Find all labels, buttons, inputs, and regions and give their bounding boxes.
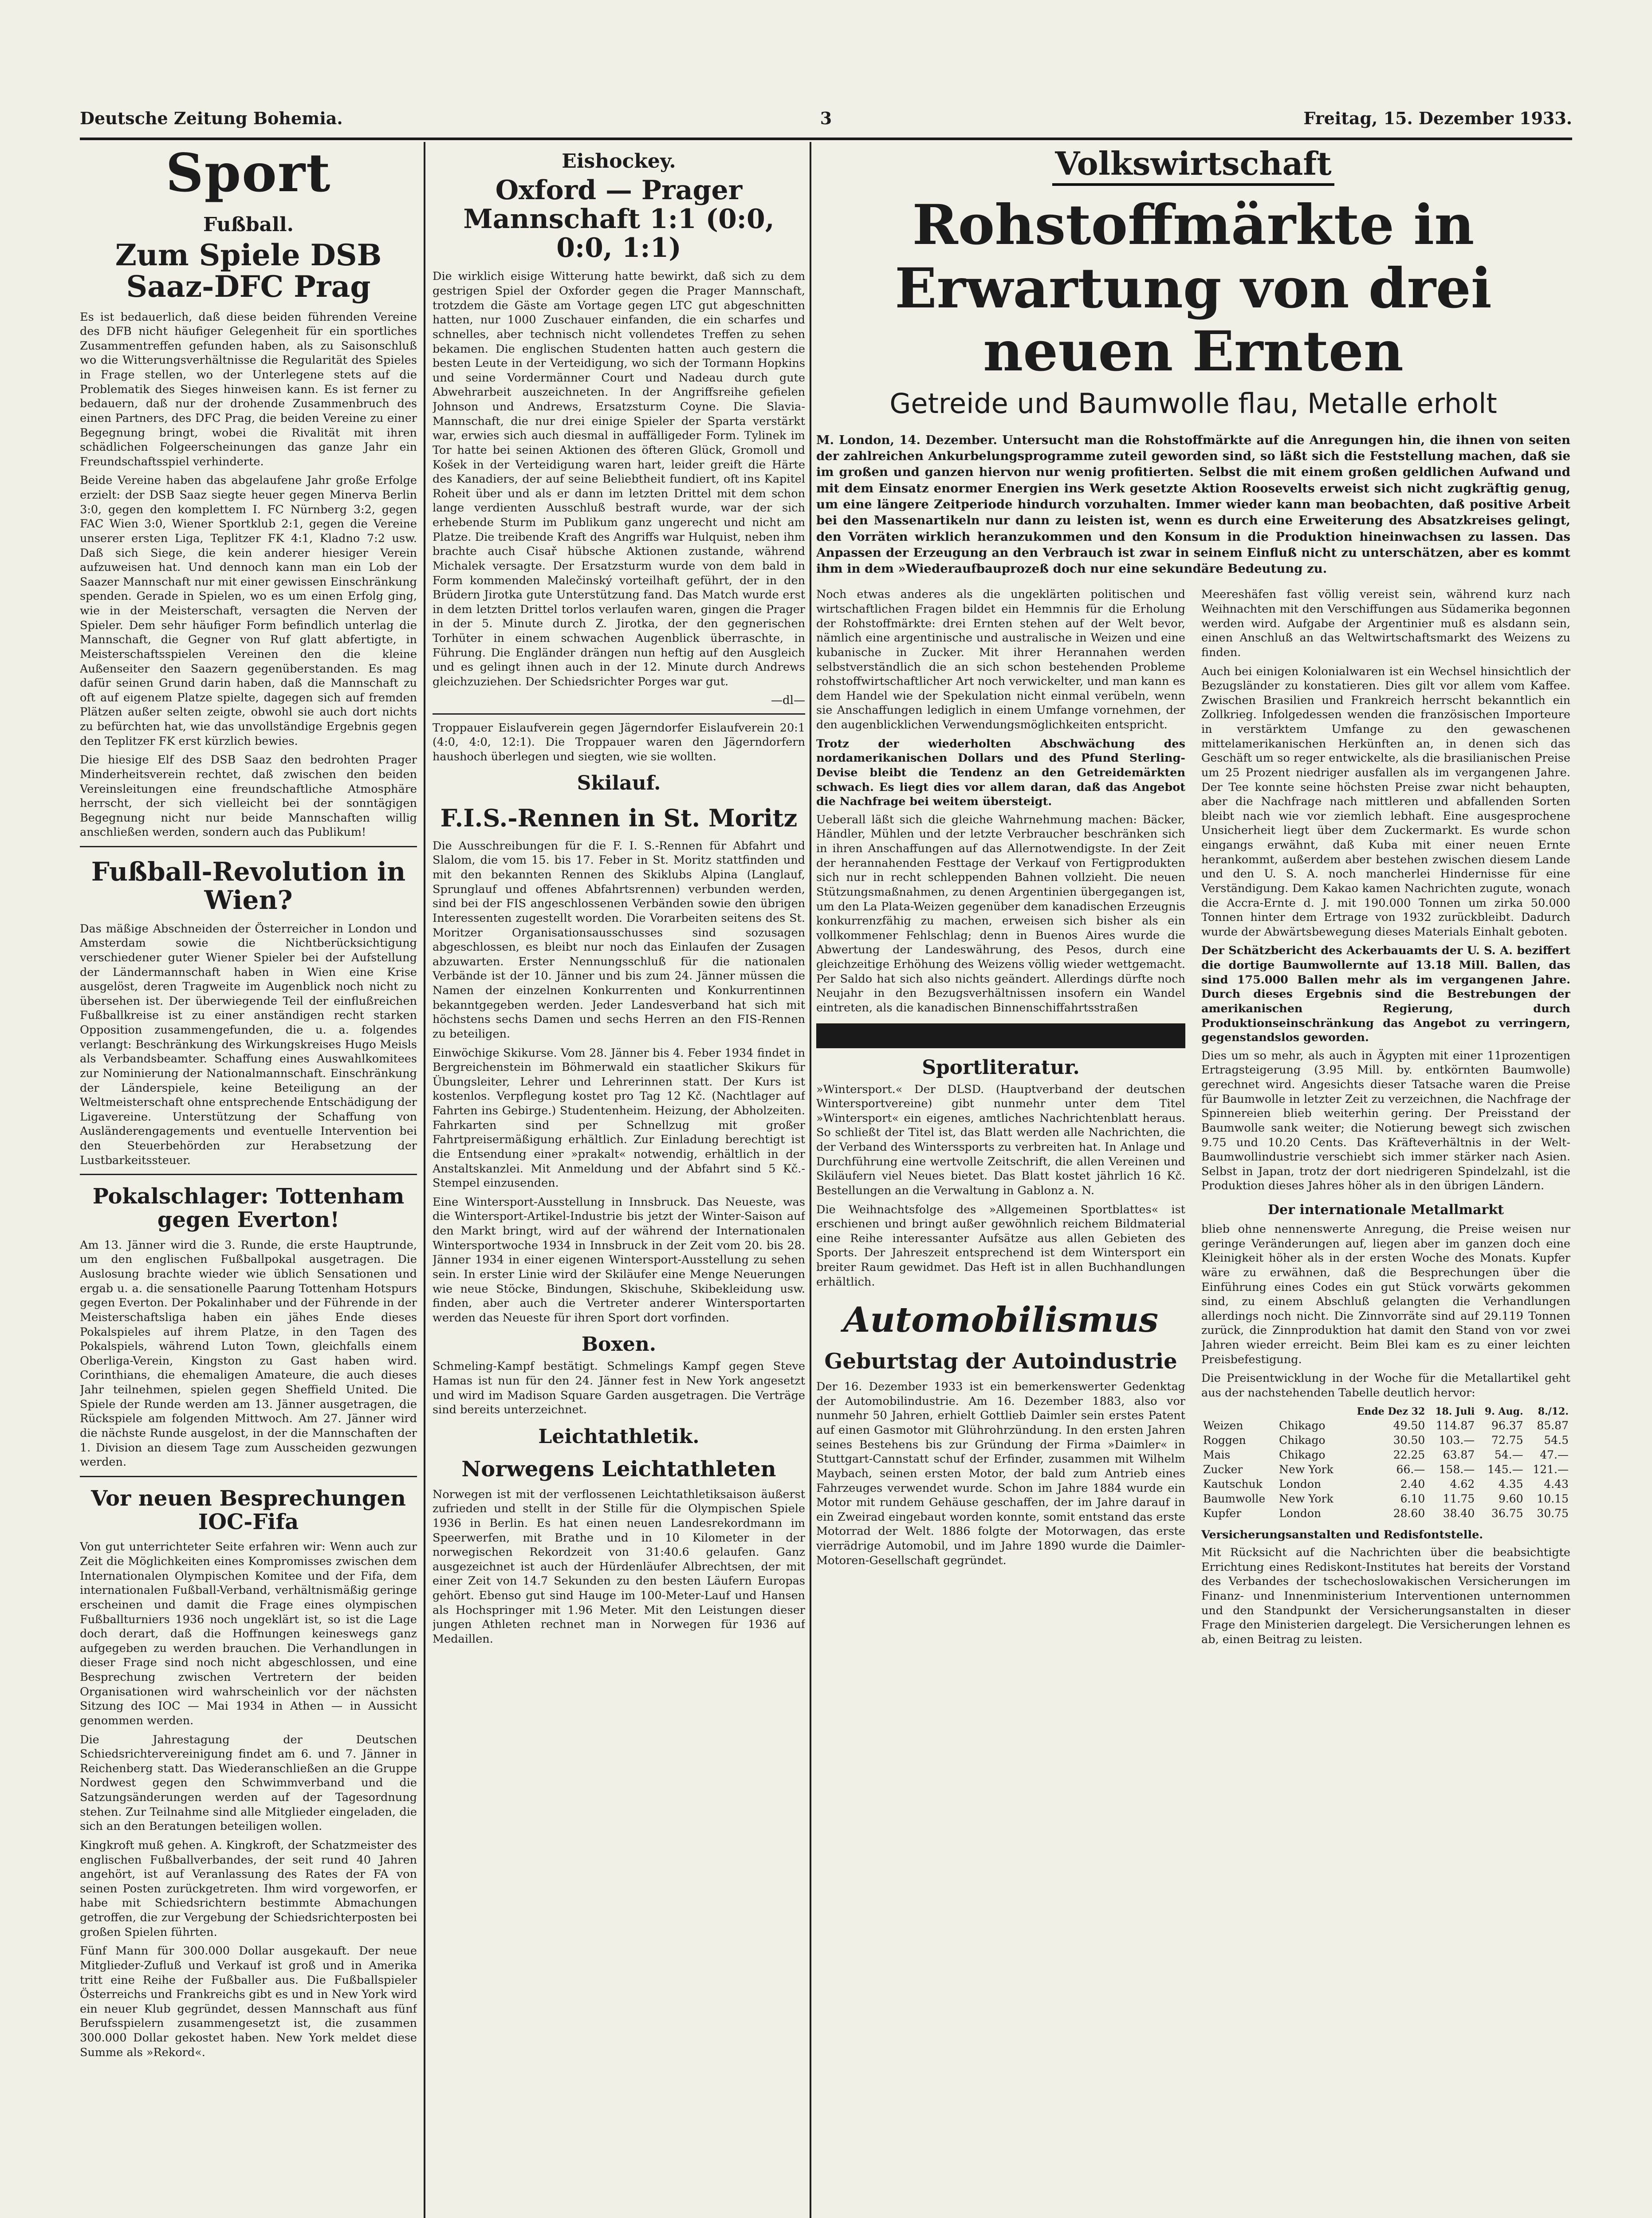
table-cell: 6.10: [1400, 1492, 1425, 1505]
lead-paragraph: M. London, 14. Dezember. Untersucht man die Rohstoffmärkte auf die Anregungen hin, die ihnen von seiten der zahlreichen Ankurbelungsprogramme zuteil geworden sind, so läßt sich die Feststellung machen, daß sie im großen und ganzen hiervon nur wenig profitierten. Selbst die mit einem großen geldlichen Aufwand und mit dem Einsatz enormer Energien ins Werk gesetzte Aktion Roosevelts erweist sich nicht zugkräftig genug, um eine längere Zeitperiode hindurch vorzuhalten. Immer wieder kann man beobachten, daß positive Arbeit bei den Massenartikeln nur dann zu leisten ist, wenn es durch eine Erweiterung des Absatzkreises gelingt, den Vorräten wirklich heranzukommen und den Konsum in die Produktion hineinwachsen zu lassen. Das Anpassen der Erzeugung an den Verbrauch ist zwar in seinem Einfluß nicht zu unterschätzen, aber es kommt ihm in dem »Wiederaufbauprozeß doch nur eine sekundäre Bedeutung zu.: [816, 433, 1570, 576]
article-body: Schmeling-Kampf bestätigt. Schmelings Kampf gegen Steve Hamas ist nun für den 24. Jänner fest in New York angesetzt und wird im Madison Square Garden ausgetragen. Die Verträge sind bereits unterzeichnet.: [433, 1360, 805, 1417]
table-cell: 11.75: [1443, 1492, 1475, 1505]
article-title: Vor neuen Besprechungen IOC-Fifa: [91, 1486, 406, 1534]
table-row: [1201, 1433, 1570, 1447]
table-cell: 114.87: [1436, 1419, 1475, 1432]
article-body: Die Ausschreibungen für die F. I. S.-Rennen für Abfahrt und Slalom, die vom 15. bis 17. Feber in St. Moritz stattfinden und mit den bekannten Rennen des Skiklubs Alpina (Langlauf, Sprunglauf und offenes Abfahrtsrennen) verbunden werden, sind bei der FIS angeschlossenen Verbänden sowie den übrigen Interessenten zugestellt worden. Die Vorarbeiten seitens des St. Moritzer Organisationsausschusses sind sozusagen abgeschlossen, es bleibt nur noch das Einlaufen der Zusagen abzuwarten. Erster Nennungsschluß für die nationalen Verbände ist der 10. Jänner und bis zum 24. Jänner müssen die Namen der einzelnen Konkurrenten und Konkurrentinnen bekanntgegeben werden. Jeder Landesverband hat sich mit höchstens sechs Damen und sechs Herren an den FIS-Rennen zu beteiligen.: [433, 839, 805, 1041]
article-body: Ueberall läßt sich die gleiche Wahrnehmung machen: Bäcker, Händler, Mühlen und der letzte Verbraucher beschränken sich in ihren Anschaffungen auf das Allernotwendigste. In der Zeit der herannahenden Festtage der Verkauf von Fertigprodukten sich nur in recht schleppenden Bahnen vollzieht. Die neuen Stützungsmaßnahmen, zu denen Argentinien übergegangen ist, um den La Plata-Weizen gegenüber dem kanadischen Erzeugnis konkurrenzfähig zu machen, erweisen sich bisher als ein vollkommener Fehlschlag; denn in Buenos Aires wurde die Abwertung der Landeswährung, des Pesos, durch eine gleichzeitige Erhöhung des Weizens völlig wieder wettgemacht. Per Saldo hat sich also nichts geändert. Allerdings dürfte noch Neujahr in den Bezugsverhältnissen insofern ein Wandel eintreten, als die kanadischen Binnenschiffahrtsstraßen: [816, 813, 1185, 1015]
article-body: Kingkroft muß gehen. A. Kingkroft, der Schatzmeister des englischen Fußballverbandes, der seit rund 40 Jahren angehört, ist auf Veranlassung des Rates der FA von seinen Posten zurückgetreten. Ihm wird vorgeworfen, er habe mit Schiedsrichtern bestimmte Abmachungen getroffen, die zur Vergebung der Schiedsrichterposten bei großen Spielen führten.: [80, 1838, 417, 1939]
table-cell: Chikago: [1279, 1419, 1326, 1432]
table-row: [1201, 1447, 1570, 1462]
table-cell: 63.87: [1443, 1448, 1475, 1461]
table-cell: 103.—: [1439, 1433, 1475, 1447]
sport-column-2: [433, 142, 805, 2218]
subsection-leichtathletik: Leichtathletik.: [538, 1425, 700, 1448]
main-subheadline: Getreide und Baumwolle flau, Metalle erholt: [889, 387, 1497, 420]
article-body: Mit Rücksicht auf die Nachrichten über die beabsichtigte Errichtung eines Rediskont-Institutes hat bereits der Vorstand des Verbandes der tschechoslowakischen Versicherungen im Finanz- und Innenministerium Interventionen unternommen und den Standpunkt der Versicherungsanstalten in dieser Frage den Ministerien dargelegt. Die Versicherungen lehnen es ab, einen Beitrag zu leisten.: [1201, 1546, 1570, 1646]
table-cell: 49.50: [1393, 1419, 1425, 1432]
table-cell: 4.43: [1544, 1477, 1569, 1490]
table-cell: 38.40: [1443, 1506, 1475, 1520]
issue-date: Freitag, 15. Dezember 1933.: [1303, 108, 1572, 128]
article-body: »Wintersport.« Der DLSD. (Hauptverband der deutschen Wintersportvereine) gibt nunmehr unter dem Titel »Wintersport« ein eigenes, amtliches Nachrichtenblatt heraus. So schließt der Titel ist, das Blatt werden alle Nachrichten, die der Verband des Winterssports zu verbreiten hat. In Anlage und Durchführung eine wertvolle Zeitschrift, die allen Vereinen und Skiläufern viel Neues bietet. Das Blatt kostet jährlich 16 Kč. Bestellungen an die Verwaltung in Gablonz a. N.: [816, 1082, 1185, 1197]
divider: [80, 846, 417, 847]
table-cell: 36.75: [1491, 1506, 1523, 1520]
subsection-eishockey: Eishockey.: [562, 150, 676, 173]
article-title: Geburtstag der Autoindustrie: [824, 1349, 1177, 1374]
article-body: Am 13. Jänner wird die 3. Runde, die erste Hauptrunde, um den englischen Fußballpokal ausgetragen. Die Auslosung brachte wieder wie üblich Sensationen und ergab u. a. die sensationelle Paarung Tottenham Hotspurs gegen Everton. Der Pokalinhaber und der Führende in der Meisterschaftsliga haben ein jähes Ende dieses Pokalspieles auf ihrem Platze, in den Tagen des Pokalspiels, während Luton Town, gleichfalls einem Oberliga-Verein, Kingston zu Gast haben wird. Corinthians, die ehemaligen Amateure, die auch dieses Jahr teilnehmen, spielen gegen Sheffield United. Die Spiele der Runde werden am 13. Jänner ausgetragen, die Rückspiele am folgenden Mittwoch. Am 27. Jänner wird die nächste Runde ausgelost, in der die Mannschaften der 1. Division an diesem Tage zum Ausscheiden gezwungen werden.: [80, 1238, 417, 1469]
table-cell: 158.—: [1439, 1463, 1475, 1476]
author-signature: —dl—: [771, 693, 805, 707]
article-body: Dies um so mehr, als auch in Ägypten mit einer 11prozentigen Ertragsteigerung (3.95 Mill. by. entkörnten Baumwolle) gerechnet wird. Angesichts dieser Tatsache waren die Preise für Baumwolle in letzter Zeit zu verzeichnen, die Nachfrage der Spinnereien blieb weiterhin gering. Der Preisstand der Baumwolle sank weiter; die Notierung bewegt sich zwischen 9.75 und 10.20 Cents. Das Kräfteverhältnis in der Welt-Baumwollindustrie verschiebt sich immer stärker nach Asien. Selbst in Japan, trotz der dort niedrigeren Spindelzahl, ist die Produktion dieses Jahres höher als in den übrigen Ländern.: [1201, 1049, 1570, 1193]
article-body: Meereshäfen fast völlig vereist sein, während kurz nach Weihnachten mit den Verschiffungen aus Südamerika begonnen werden wird. Aufgabe der Argentinier muß es alsdann sein, einen Anschluß an das Weltwirtschaftsmarkt des Weizens zu finden.: [1201, 588, 1570, 659]
article-body: Das mäßige Abschneiden der Österreicher in London und Amsterdam sowie die Nichtberücksichtigung verschiedener guter Wiener Spieler bei der Aufstellung der Ländermannschaft haben in Wien eine Krise ausgelöst, deren Tragweite im Augenblick noch nicht zu übersehen ist. Der überwiegende Teil der einflußreichen Fußballkreise ist zu einer anständigen recht starken Opposition zusammengefunden, die u. a. folgendes verlangt: Beschränkung des Wirkungskreises Hugo Meisls als Verbandsbeamter. Schaffung eines Auswahlkomitees zur Nominierung der Nationalmannschaft. Einschränkung der Länderspiele, keine Beteiligung an der Weltmeisterschaft ohne entsprechende Entschädigung der Ligavereine. Unterstützung der Schaffung von Ausländerengagements und eventuelle Intervention bei den Steuerbehörden zur Herabsetzung der Lustbarkeitssteuer.: [80, 922, 417, 1167]
article-title: Fußball-Revolution in Wien?: [91, 857, 406, 915]
article-body: blieb ohne nennenswerte Anregung, die Preise weisen nur geringe Veränderungen auf, liegen aber im ganzen doch eine Kleinigkeit höher als in der ersten Woche des Monats. Kupfer wäre zu erwähnen, daß die Besprechungen über die Einführung eines Codes ein gut Stück vorwärts gekommen sind, zu einem Abschluß gelangten die Verhandlungen allerdings noch nicht. Die Zinnvorräte sind auf 29.119 Tonnen zurück, die Zinnproduktion hat damit den Stand von vor zwei Jahren wieder erreicht. Beim Blei kam es zu einer leichten Preisbefestigung.: [1201, 1223, 1570, 1366]
article-body: Auch bei einigen Kolonialwaren ist ein Wechsel hinsichtlich der Bezugsländer zu konstatieren. Dies gilt vor allem vom Kaffee. Zwischen Brasilien und Frankreich herrscht bekanntlich ein Zollkrieg. Infolgedessen wenden die französischen Importeure in verstärktem Umfange zu den gewaschenen mittelamerikanischen Herkünften an, in denen sich das Geschäft um so reger entwickelte, als die brasilianischen Preise um 25 Prozent niedriger ausfallen als im vergangenen Jahre. Der Tee konnte seine höchsten Preise zwar nicht behaupten, aber die Nachfrage nach mittleren und abfallenden Sorten bleibt nach wie vor ziemlich lebhaft. Eine ausgesprochene Unsicherheit liegt über dem Zuckermarkt. Es wurde schon eingangs erwähnt, daß Kuba mit einer neuen Ernte herankommt, außerdem aber bestehen zwischen diesem Lande und den U. S. A. noch mancherlei Hindernisse für eine Verständigung. Dem Kakao kamen Nachrichten zugute, wonach die Accra-Ernte d. J. mit 190.000 Tonnen um zirka 50.000 Tonnen hinter dem Ertrage von 1932 zurückbleibt. Dadurch wurde der Abwärtsbewegung dieses Materials Einhalt geboten.: [1201, 665, 1570, 939]
table-cell: 54.—: [1494, 1448, 1523, 1461]
table-cell: Kupfer: [1203, 1506, 1242, 1520]
table-cell: 10.15: [1537, 1492, 1569, 1505]
table-cell: London: [1279, 1477, 1322, 1490]
table-cell: 96.37: [1491, 1419, 1523, 1432]
table-cell: 30.50: [1393, 1433, 1425, 1447]
table-cell: 4.62: [1450, 1477, 1475, 1490]
divider: [433, 713, 805, 715]
table-cell: Baumwolle: [1203, 1492, 1266, 1505]
table-cell: 4.35: [1498, 1477, 1523, 1490]
article-title: Zum Spiele DSB Saaz-DFC Prag: [115, 238, 382, 304]
article-title: F.I.S.-Rennen in St. Moritz: [440, 804, 798, 833]
article-body: Von gut unterrichteter Seite erfahren wir: Wenn auch zur Zeit die Möglichkeiten eines Kompromisses zwischen dem Internationalen Olympischen Komitee und der Fifa, dem internationalen Fußball-Verband, verhältnismäßig geringe erscheinen und damit die Frage eines olympischen Fußballturniers 1936 noch ungeklärt ist, so ist die Lage doch derart, daß die Hoffnungen keineswegs ganz aufgegeben zu werden brauchen. Die Verhandlungen in dieser Frage sind noch nicht abgeschlossen, und eine Besprechung zwischen Vertretern der beiden Organisationen wird wahrscheinlich vor der nächsten Sitzung des IOC — Mai 1934 in Athen — in Aussicht genommen werden.: [80, 1540, 417, 1727]
table-row: [1201, 1462, 1570, 1477]
table-cell: 85.87: [1537, 1419, 1569, 1432]
table-cell: 72.75: [1491, 1433, 1523, 1447]
article-body: Die hiesige Elf des DSB Saaz den bedrohten Prager Minderheitsverein rechtet, daß zwischen den beiden Vereinsleitungen eine freundschaftliche Atmosphäre herrscht, der sich vielleicht bei der sonntägigen Begegnung nicht nur beide Mannschaften willig anschließen werden, sondern auch das Publikum!: [80, 753, 417, 839]
section-title-automobilismus: Automobilismus: [843, 1300, 1159, 1341]
table-cell: 47.—: [1540, 1448, 1569, 1461]
table-header: 9. Aug.: [1484, 1405, 1523, 1417]
economy-subcolumn-left: [816, 587, 1185, 1651]
table-cell: 22.25: [1393, 1448, 1425, 1461]
table-cell: New York: [1279, 1492, 1333, 1505]
column-divider: [424, 142, 425, 2218]
table-cell: 9.60: [1498, 1492, 1523, 1505]
article-title: Oxford — Prager Mannschaft 1:1 (0:0, 0:0, 1:1): [463, 175, 775, 263]
table-header: 8./12.: [1538, 1405, 1569, 1417]
article-body: Die Preisentwicklung in der Woche für die Metallartikel geht aus der nachstehenden Tabelle deutlich hervor:: [1201, 1372, 1570, 1400]
table-cell: New York: [1279, 1463, 1333, 1476]
page-header: [80, 102, 1572, 140]
economy-section: [816, 142, 1570, 2218]
article-body: Es ist bedauerlich, daß diese beiden führenden Vereine des DFB nicht häufiger Gelegenheit für ein sportliches Zusammentreffen gefunden haben, als zu Saisonschluß wo die Witterungsverhältnisse die Regularität des Spieles in Frage stellen, wo der Unterlegene stets auf die Problematik des Sieges hinweisen kann. Es ist ferner zu bedauern, daß nur der drohende Zusammenbruch des einen Partners, des DFC Prag, die beiden Vereine zu einer Begegnung bringt, wobei die Rivalität mit ihren schädlichen Folgeerscheinungen das ganze Jahr ein Freundschaftsspiel verhinderte.: [80, 310, 417, 468]
price-table: [1201, 1405, 1570, 1521]
page-number: 3: [820, 108, 832, 128]
article-body: Die Weihnachtsfolge des »Allgemeinen Sportblattes« ist erschienen und bringt außer gewöhnlich reichem Bildmaterial eine Reihe interessanter Aufsätze aus allen Gebieten des Sports. Der Jahreszeit entsprechend ist dem Wintersport ein breiter Raum gewidmet. Das Heft ist in allen Buchhandlungen erhältlich.: [816, 1203, 1185, 1289]
section-title-volkswirtschaft: Volkswirtschaft: [1052, 145, 1334, 186]
table-header: 18. Juli: [1435, 1405, 1475, 1417]
table-cell: 2.40: [1400, 1477, 1425, 1490]
subsection-sportliteratur: Sportliteratur.: [922, 1056, 1080, 1079]
newspaper-name: Deutsche Zeitung Bohemia.: [80, 108, 343, 128]
article-body: Einwöchige Skikurse. Vom 28. Jänner bis 4. Feber 1934 findet in Bergreichenstein im Böhmerwald ein staatlicher Skikurs für Übungsleiter, Lehrer und Lehrerinnen statt. Der Kurs ist kostenlos. Verpflegung kostet pro Tag 12 Kč. (Nachtlager auf Fahrten ins Gebirge.) Studentenheim. Heizung, der Abholzeiten. Fahrkarten sind per Schnellzug mit großer Fahrtpreisermäßigung erhältlich. Zur Einladung berechtigt ist die Entsendung einer »prakalt« notwendig, erhältlich in der Anstaltskanzlei. Mit Anmeldung und der Abfahrt sind 5 Kč.-Stempel einzusenden.: [433, 1046, 805, 1190]
article-body: Fünf Mann für 300.000 Dollar ausgekauft. Der neue Mitglieder-Zufluß und Verkauf ist groß und in Amerika tritt eine Reihe der Fußballer aus. Die Fußballspieler Österreichs und Frankreichs gibt es und in New York wird ein neuer Klub gegründet, dessen Mannschaft aus fünf Berufsspielern zusammengesetzt ist, die zusammen 300.000 Dollar gekostet haben. New York meldet diese Summe als »Rekord«.: [80, 1944, 417, 2059]
article-body: Beide Vereine haben das abgelaufene Jahr große Erfolge erzielt: der DSB Saaz siegte heuer gegen Minerva Berlin 3:0, gegen den komplettem I. FC Nürnberg 3:2, gegen FAC Wien 3:0, Wiener Sportklub 2:1, gegen die Vereine unserer ersten Liga, Teplitzer FK 4:1, Kladno 7:2 usw. Daß sich Siege, die kein anderer hiesiger Verein aufzuweisen hat. Und dennoch kann man ein Lob der Saazer Mannschaft nur mit einer gewissen Einschränkung spenden. Gerade in Spielen, wo es um einen Erfolg ging, wie in der Meisterschaft, versagten die Nerven der Spieler. Dem sehr häufiger Form befindlich unterlag die Mannschaft, die Gegner von Ruf glatt abfertigte, in Meisterschaftsspielen Vereinen den die kleine Außenseiter den Saazern gegenüberstanden. Es mag dafür seinen Grund darin haben, daß die Mannschaft zu oft auf eigenem Platze spielte, dagegen sich auf fremden Plätzen außer selten zeigte, obwohl sie auch dort nichts zu befürchten hat, wie das unvollständige Ergebnis gegen den Teplitzer FK erst kürzlich bewies.: [80, 474, 417, 748]
table-cell: 30.75: [1537, 1506, 1569, 1520]
table-cell: Zucker: [1203, 1463, 1243, 1476]
article-title: Norwegens Leichtathleten: [461, 1456, 776, 1482]
sport-column: [80, 142, 417, 2218]
article-body: Die Jahrestagung der Deutschen Schiedsrichtervereinigung findet am 6. und 7. Jänner in Reichenberg statt. Das Wiederanschließen an die Gruppe Nordwest gegen den Schwimmverband und die Satzungsänderungen werden auf der Tagesordnung stehen. Zur Teilnahme sind alle Mitglieder eingeladen, die sich an den Beratungen beteiligen wollen.: [80, 1733, 417, 1833]
divider: [80, 1174, 417, 1175]
main-headline: Rohstoffmärkte in Erwartung von drei neuen Ernten: [895, 193, 1492, 384]
economy-subcolumn-right: [1201, 587, 1570, 1651]
table-header-row: [1201, 1405, 1570, 1418]
divider: [80, 1476, 417, 1477]
article-body: Die wirklich eisige Witterung hatte bewirkt, daß sich zu dem gestrigen Spiel der Oxforder gegen die Prager Mannschaft, trotzdem die Gäste am Vortage gegen LTC gut abgeschnitten hatten, nur 1000 Zuschauer einfanden, die ein scharfes und schnelles, aber technisch nicht vollendetes Treffen zu sehen bekamen. Die englischen Studenten hatten auch gestern die besten Leute in der Verteidigung, wo sich der Tormann Hopkins und seine Vordermänner Court und Nadeau durch gute Abwehrarbeit auszeichneten. In der Angriffsreihe gefielen Johnson und Andrews, Ersatzsturm Coyne. Die Slavia-Mannschaft, die nur drei einige Spieler der Sparta verstärkt war, erwies sich auch diesmal in auffälligeder Form. Tylinek im Tor hatte bei seinen Aktionen des öfteren Glück, Gromoll und Košek in der Verteidigung waren hart, leider greift die Härte des Kanadiers, der auf seine Beliebtheit fundiert, oft ins Kapitel Roheit über und als er dann im letzten Drittel mit dem schon lange verdienten Ausschluß bestraft wurde, war der sich erhebende Sturm im Publikum ganz ungerecht und nicht am Platze. Die treibende Kraft des Angriffs war Hulquist, neben ihm brachte auch Cisař hübsche Aktionen zustande, während Michalek versagte. Der Ersatzsturm wurde von dem bald in Form kommenden Malečinský vorteilhaft geführt, der in den Brüdern Jirotka gute Unterstützung fand. Das Match wurde erst in dem letzten Drittel torlos verlaufen waren, gingen die Prager in der 5. Minute durch Z. Jirotka, der den gegnerischen Torhüter in einem schwachen Augenblick überraschte, in Führung. Die Engländer drängen nun heftig auf den Ausgleich und es gelingt ihnen auch in der 12. Minute durch Andrews gleichzuziehen. Der Schiedsrichter Porges war gut.: [433, 270, 805, 688]
table-cell: Kautschuk: [1203, 1477, 1263, 1490]
table-row: [1201, 1477, 1570, 1491]
article-title: Pokalschlager: Tottenham gegen Everton!: [92, 1184, 405, 1233]
table-header: [1201, 1405, 1277, 1418]
table-cell: 66.—: [1396, 1463, 1425, 1476]
article-body: Noch etwas anderes als die ungeklärten politischen und wirtschaftlichen Fragen bildet ein Hemmnis für die Erholung der Rohstoffmärkte: drei Ernten stehen auf der Welt bevor, nämlich eine argentinische und australische in Weizen und eine kubanische in Zucker. Mit ihrer Herannahen werden selbstverständlich die an sich schon bestehenden Probleme rohstoffwirtschaftlicher Art noch verwickelter, und man kann es dem Handel wie der Spekulation nicht einmal verübeln, wenn sie Anschaffungen lediglich in einem Umfange vornehmen, der den augenblicklichen Verwendungsmöglichkeiten entspricht.: [816, 588, 1185, 732]
table-cell: Mais: [1203, 1448, 1231, 1461]
article-bold-paragraph: Trotz der wiederholten Abschwächung des nordamerikanischen Dollars und des Pfund Sterling-Devise bleibt die Tendenz an den Getreidemärkten schwach. Es liegt dies vor allem daran, daß das Angebot die Nachfrage bei weitem übersteigt.: [816, 737, 1185, 809]
table-header: Ende Dez 32: [1357, 1405, 1425, 1417]
subsection-fussball: Fußball.: [203, 213, 294, 236]
table-cell: Chikago: [1279, 1433, 1326, 1447]
subsection-title: Der internationale Metallmarkt: [1267, 1202, 1504, 1218]
table-row: [1201, 1418, 1570, 1433]
table-cell: Chikago: [1279, 1448, 1326, 1461]
table-cell: Roggen: [1203, 1433, 1246, 1447]
table-header: [1277, 1405, 1344, 1418]
table-cell: 121.—: [1533, 1463, 1569, 1476]
table-cell: 54.5: [1544, 1433, 1569, 1447]
table-cell: 145.—: [1487, 1463, 1523, 1476]
table-cell: London: [1279, 1506, 1322, 1520]
article-body: Troppauer Eislaufverein gegen Jägerndorfer Eislaufverein 20:1 (4:0, 4:0, 12:1). Die Troppauer waren den Jägerndorfern haushoch überlegen und siegten, wie sie wollten.: [433, 721, 805, 763]
article-bold-paragraph: Versicherungsanstalten und Redisfontstelle.: [1201, 1528, 1483, 1542]
section-title-sport: Sport: [165, 142, 331, 204]
subsection-boxen: Boxen.: [581, 1333, 657, 1356]
table-row: [1201, 1506, 1570, 1521]
article-body: Der 16. Dezember 1933 ist ein bemerkenswerter Gedenktag der Automobilindustrie. Am 16. Dezember 1883, also vor nunmehr 50 Jahren, erhielt Gottlieb Daimler sein erstes Patent auf einen Gasmotor mit Glührohrzündung. In den ersten Jahren seines Bestehens bis zur Gründung der Firma »Daimler« in Stuttgart-Cannstatt schuf der Erfinder, zusammen mit Wilhelm Maybach, seinen ersten Motor, der bald zum Antrieb eines Fahrzeuges verwendet wurde. Schon im Jahre 1884 wurde ein Motor mit rundem Gehäuse geschaffen, der im Jahre darauf in ein Zweirad eingebaut worden konnte, somit entstand das erste Motorrad der Welt. 1886 folgte der Motorwagen, das erste vierrädrige Automobil, und im Jahre 1890 wurde die Daimler-Motoren-Gesellschaft gegründet.: [816, 1380, 1185, 1567]
black-divider-bar: [816, 1023, 1185, 1048]
table-cell: 28.60: [1393, 1506, 1425, 1520]
column-divider: [810, 142, 811, 2218]
article-bold-paragraph: Der Schätzbericht des Ackerbauamts der U. S. A. beziffert die dortige Baumwollernte auf 13.18 Mill. Ballen, das sind 175.000 Ballen mehr als im vergangenen Jahre. Durch dieses Ergebnis sind die Bestrebungen der amerikanischen Regierung, durch Produktionseinschränkung das Angebot zu verringern, gegenstandslos geworden.: [1201, 944, 1570, 1045]
table-cell: Weizen: [1203, 1419, 1243, 1432]
article-body: Eine Wintersport-Ausstellung in Innsbruck. Das Neueste, was die Wintersport-Artikel-Industrie bis jetzt der Winter-Saison auf den Markt bringt, wird auf der während der Internationalen Wintersportwoche 1934 in Innsbruck in der Zeit vom 20. bis 28. Jänner 1934 in einer eigenen Wintersport-Ausstellung zu sehen sein. In erster Linie wird der Skiläufer eine Menge Neuerungen wie neue Stöcke, Bindungen, Skischuhe, Skibekleidung usw. finden, aber auch die Vertreter anderer Wintersportarten werden das Neueste für ihren Sport dort vorfinden.: [433, 1195, 805, 1325]
article-body: Norwegen ist mit der verflossenen Leichtathletiksaison äußerst zufrieden und stellt in der Stille für die Olympischen Spiele 1936 in Berlin. Es hat einen neuen Landesrekordmann im Speerwerfen, mit Brathe und in 10 Kilometer in der norwegischen Rekordzeit von 31:40.6 gelaufen. Ganz ausgezeichnet ist auch der Hürdenläufer Albrechtsen, der mit einer Zeit von 14.7 Sekunden zu den besten Läufern Europas gehört. Ebenso gut sind Hauge im 100-Meter-Lauf und Hansen als Hochspringer mit 1.96 Meter. Mit den Leistungen dieser jungen Athleten rechnet man in Norwegen für 1936 auf Medaillen.: [433, 1487, 805, 1646]
table-row: [1201, 1491, 1570, 1506]
subsection-skilauf: Skilauf.: [577, 772, 661, 795]
